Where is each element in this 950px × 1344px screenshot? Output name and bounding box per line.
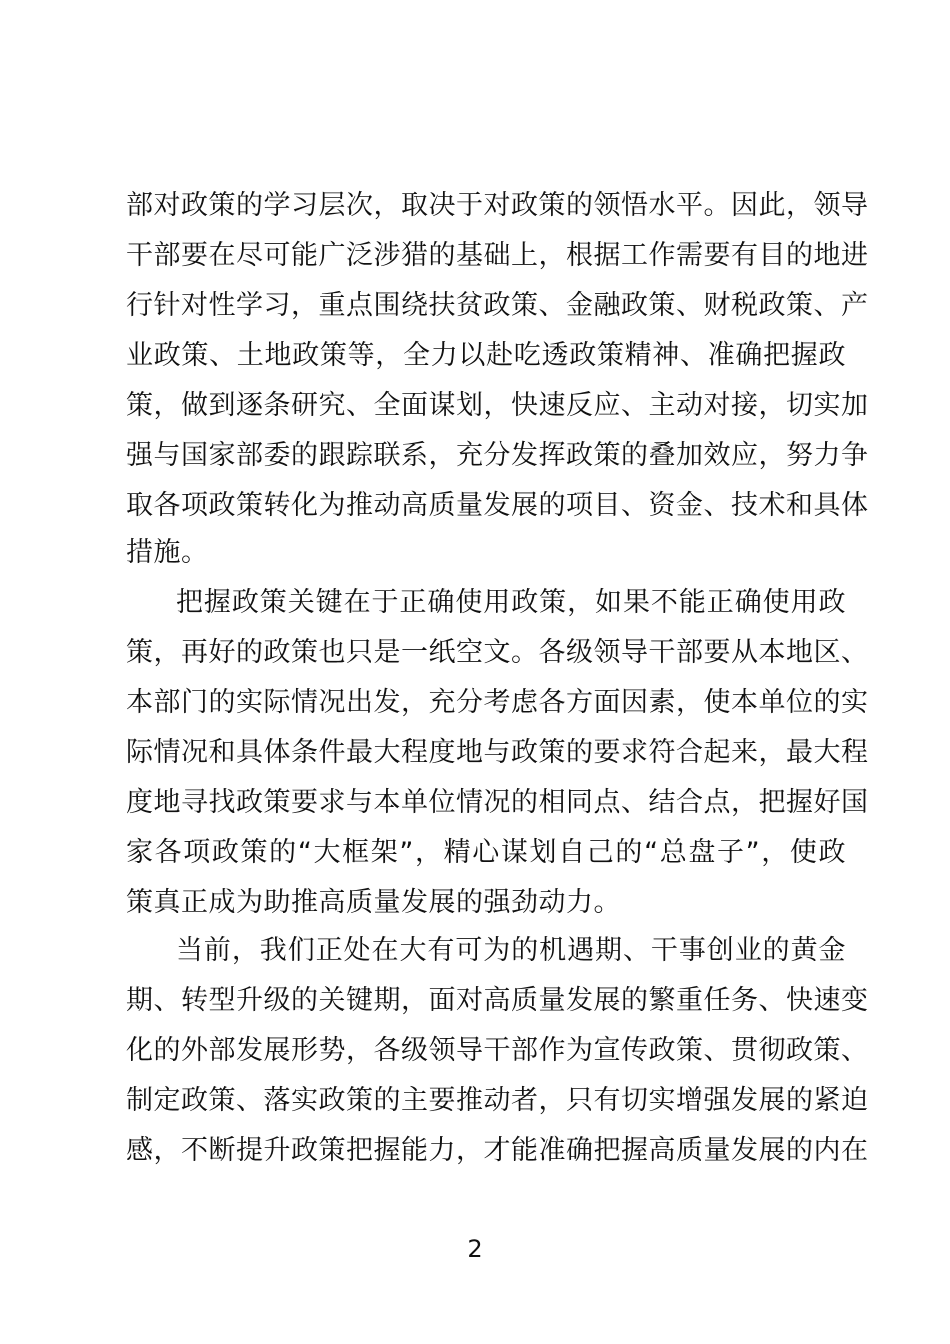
paragraph-line: 制定政策、落实政策的主要推动者，只有切实增强发展的紧迫 <box>126 1085 869 1116</box>
paragraph-line: 取各项政策转化为推动高质量发展的项目、资金、技术和具体 <box>126 490 869 521</box>
paragraph-line: 感，不断提升政策把握能力，才能准确把握高质量发展的内在 <box>126 1135 869 1166</box>
paragraph-line: 策真正成为助推高质量发展的强劲动力。 <box>126 887 621 918</box>
page-number: 2 <box>467 1235 483 1263</box>
paragraph-line: 强与国家部委的跟踪联系，充分发挥政策的叠加效应，努力争 <box>126 440 869 471</box>
paragraph-line: 化的外部发展形势，各级领导干部作为宣传政策、贯彻政策、 <box>126 1035 869 1066</box>
paragraph-line: 把握政策关键在于正确使用政策，如果不能正确使用政 <box>176 587 846 618</box>
paragraph-line: 干部要在尽可能广泛涉猎的基础上，根据工作需要有目的地进 <box>126 240 869 271</box>
paragraph-line: 期、转型升级的关键期，面对高质量发展的繁重任务、快速变 <box>126 985 869 1016</box>
paragraph-line: 部对政策的学习层次，取决于对政策的领悟水平。因此，领导 <box>126 190 869 221</box>
paragraph-line: 度地寻找政策要求与本单位情况的相同点、结合点，把握好国 <box>126 787 869 818</box>
paragraph-line: 际情况和具体条件最大程度地与政策的要求符合起来，最大程 <box>126 737 869 768</box>
paragraph-line: 业政策、土地政策等，全力以赴吃透政策精神、准确把握政 <box>126 340 846 371</box>
paragraph-line: 策，做到逐条研究、全面谋划，快速反应、主动对接，切实加 <box>126 390 869 421</box>
paragraph-line: 当前，我们正处在大有可为的机遇期、干事创业的黄金 <box>176 935 846 966</box>
paragraph-line: 家各项政策的“大框架”，精心谋划自己的“总盘子”，使政 <box>126 837 846 868</box>
paragraph-line: 行针对性学习，重点围绕扶贫政策、金融政策、财税政策、产 <box>126 290 869 321</box>
paragraph-line: 措施。 <box>126 537 209 568</box>
paragraph-line: 策，再好的政策也只是一纸空文。各级领导干部要从本地区、 <box>126 637 869 668</box>
paragraph-line: 本部门的实际情况出发，充分考虑各方面因素，使本单位的实 <box>126 687 869 718</box>
